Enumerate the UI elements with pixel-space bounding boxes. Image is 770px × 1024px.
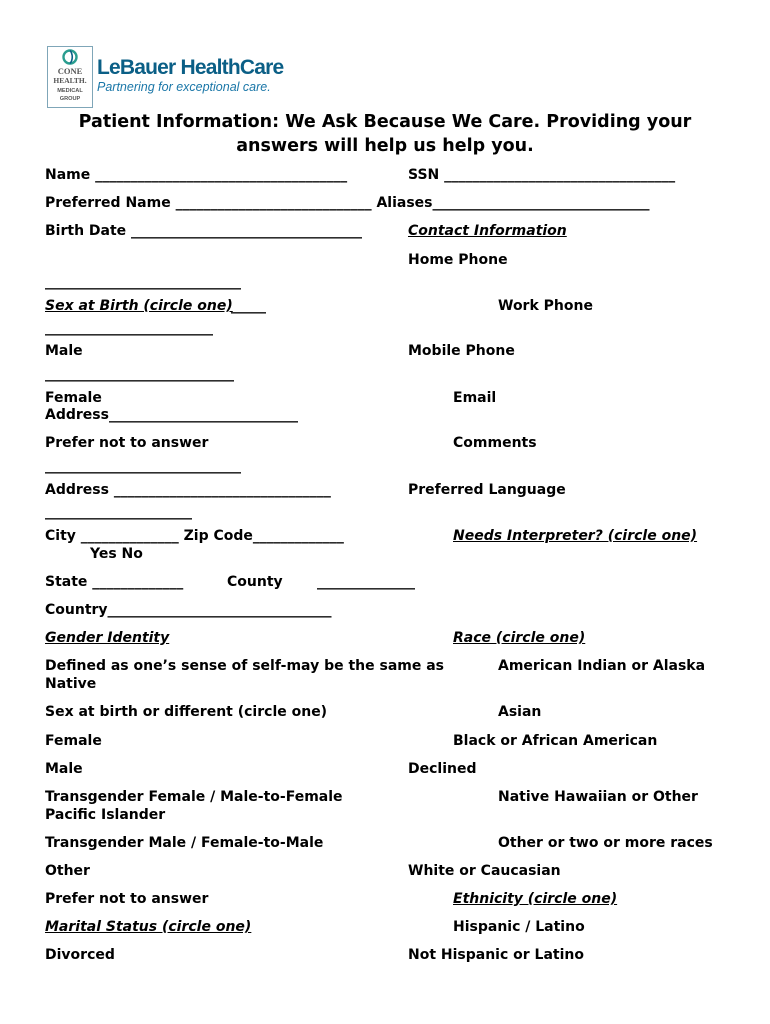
- form-text: City ______________ Zip Code_____________: [45, 528, 344, 544]
- form-text: Home Phone: [408, 252, 508, 268]
- form-text: ____________________________: [45, 458, 241, 474]
- section-heading: Ethnicity (circle one): [453, 891, 618, 907]
- form-text: Male: [45, 761, 83, 777]
- form-text: Female: [45, 733, 102, 749]
- mark-line-1: CONE: [57, 66, 83, 76]
- form-text: American Indian or Alaska: [498, 658, 706, 674]
- form-text: Female: [45, 390, 102, 406]
- form-text: Black or African American: [453, 733, 658, 749]
- form-text: Preferred Name ____________________________ Aliases_______________________________: [45, 195, 650, 211]
- form-text: Country________________________________: [45, 602, 332, 618]
- form-title-line-1: Patient Information: We Ask Because We Care. Providing your: [78, 112, 692, 132]
- form-text: Address___________________________: [45, 407, 298, 423]
- form-text: Other or two or more races: [498, 835, 713, 851]
- form-text: Email: [453, 390, 497, 406]
- section-heading: Gender Identity: [45, 630, 170, 646]
- form-text: Male: [45, 343, 83, 359]
- form-text: Defined as one’s sense of self-may be the same as: [45, 658, 445, 674]
- form-text: Address _______________________________: [45, 482, 331, 498]
- form-text: Pacific Islander: [45, 807, 166, 823]
- mark-line-2: HEALTH.: [53, 76, 87, 85]
- form-text: Hispanic / Latino: [453, 919, 585, 935]
- form-text: Prefer not to answer: [45, 891, 209, 907]
- form-text: Declined: [408, 761, 477, 777]
- cone-health-mark: [47, 46, 93, 108]
- section-heading: Marital Status (circle one): [45, 919, 252, 935]
- cone-health-emblem-icon: [48, 47, 92, 107]
- form-text: Preferred Language: [408, 482, 566, 498]
- section-heading: Needs Interpreter? (circle one): [453, 528, 698, 544]
- form-title: [40, 110, 730, 158]
- form-text: Birth Date _________________________________: [45, 223, 363, 239]
- section-heading: Race (circle one): [453, 630, 586, 646]
- form-text: State _____________: [45, 574, 184, 590]
- form-text: SSN _________________________________: [408, 167, 676, 183]
- form-title-line-2: answers will help us help you.: [236, 136, 534, 156]
- form-text: Transgender Male / Female-to-Male: [45, 835, 324, 851]
- form-text: White or Caucasian: [408, 863, 561, 879]
- form-text: Name ____________________________________: [45, 167, 348, 183]
- form-text: Not Hispanic or Latino: [408, 947, 584, 963]
- form-text: Yes No: [90, 546, 143, 562]
- form-text: _____________________: [45, 504, 192, 520]
- form-text: Sex at birth or different (circle one): [45, 704, 328, 720]
- form-text: Other: [45, 863, 90, 879]
- lebauer-logo: [47, 46, 284, 108]
- form-text: Transgender Female / Male-to-Female: [45, 789, 343, 805]
- section-heading: Sex at Birth (circle one): [45, 298, 233, 314]
- form-text: County: [227, 574, 283, 590]
- form-text: ______________: [317, 574, 415, 590]
- form-text: Native: [45, 676, 97, 692]
- form-text: Divorced: [45, 947, 115, 963]
- logo-name: LeBauer HealthCare: [97, 56, 284, 79]
- form-text: Asian: [498, 704, 542, 720]
- form-text: Mobile Phone: [408, 343, 515, 359]
- form-text: ___________________________: [45, 366, 234, 382]
- form-text: ____________________________: [45, 274, 241, 290]
- form-text: Work Phone: [498, 298, 593, 314]
- form-text: Prefer not to answer: [45, 435, 209, 451]
- mark-line-3: MEDICAL: [57, 88, 83, 94]
- form-text: Native Hawaiian or Other: [498, 789, 698, 805]
- form-text: ________________________: [45, 320, 213, 336]
- mark-line-4: GROUP: [59, 96, 81, 102]
- section-heading: Contact Information: [408, 223, 567, 239]
- form-text: _____: [231, 298, 266, 314]
- form-text: Comments: [453, 435, 537, 451]
- logo-tagline: Partnering for exceptional care.: [97, 80, 271, 94]
